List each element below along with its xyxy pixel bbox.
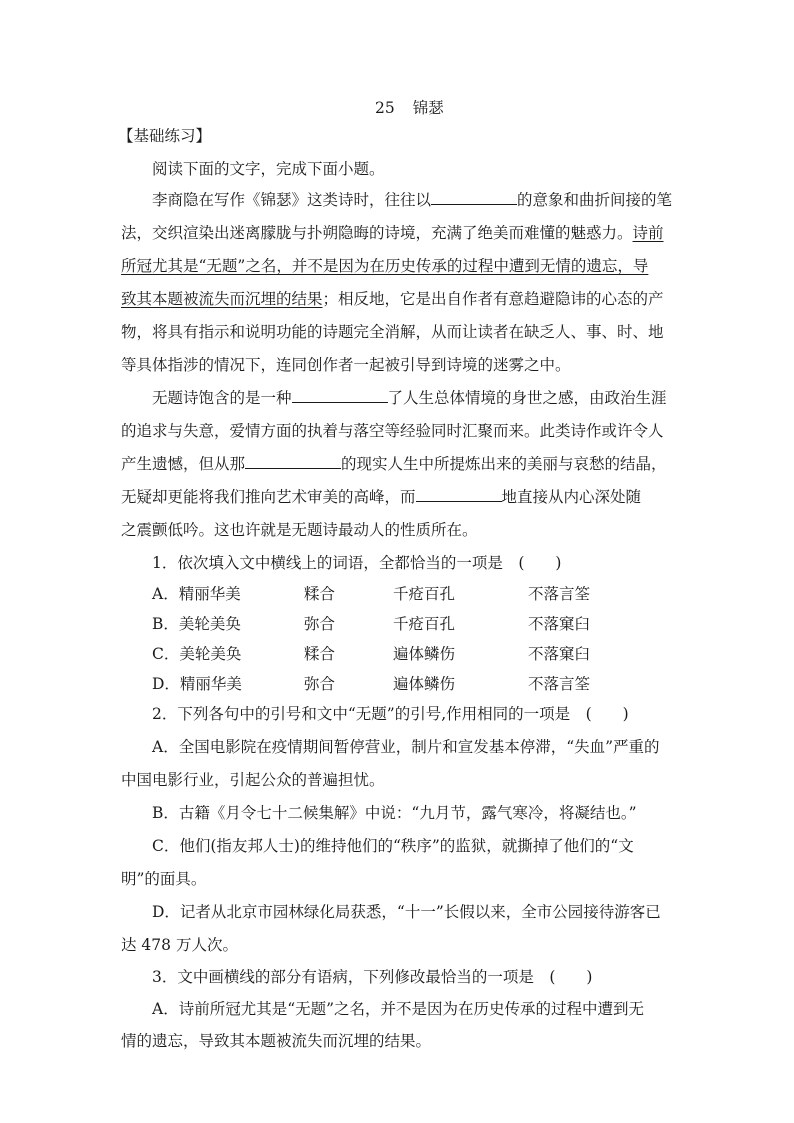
q3-option-a: A．诗前所冠尤其是“无题”之名，并不是因为在历史传承的过程中遭到无 — [152, 1000, 645, 1018]
q1-option-b-col4: 不落窠臼 — [528, 615, 591, 633]
q2-option-a: A．全国电影院在疫情期间暂停营业，制片和宣发基本停滞，“失血”严重的 — [152, 738, 660, 756]
passage-line: 李商隐在写作《锦瑟》这类诗时，往往以 的意象和曲折间接的笔 — [152, 191, 673, 209]
underlined-sentence: 致其本题被流失而沉埋的结果 — [121, 290, 323, 308]
q1-option-a-col1: A．精丽华美 — [152, 585, 241, 603]
q1-option-d-col2: 弥合 — [304, 675, 336, 693]
passage-line: 法，交织渲染出迷离朦胧与扑朔隐晦的诗境，充满了绝美而难懂的魅惑力。诗前 — [121, 224, 664, 242]
passage-line: 之震颤低吟。这也许就是无题诗最动人的性质所在。 — [121, 521, 478, 539]
q2-option-d-cont: 达 478 万人次。 — [121, 936, 238, 954]
page-title — [375, 98, 444, 118]
section-heading: 【基础练习】 — [118, 127, 212, 145]
q2-option-c: C．他们(指友邦人士)的维持他们的“秩序”的监狱，就撕掉了他们的“文 — [152, 837, 634, 855]
q1-option-b-col3: 千疮百孔 — [393, 615, 456, 633]
q2-option-c-cont: 明”的面具。 — [121, 870, 207, 888]
passage-line: 无题诗饱含的是一种 了人生总体情境的身世之感，由政治生涯 — [152, 389, 667, 407]
q1-option-c-col1: C．美轮美奂 — [152, 645, 242, 663]
q3-option-a-cont: 情的遗忘，导致其本题被流失而沉埋的结果。 — [121, 1032, 432, 1050]
q2-option-a-cont: 中国电影行业，引起公众的普遍担忧。 — [121, 771, 385, 789]
passage-line: 无疑却更能将我们推向艺术审美的高峰，而 地直接从内心深处随 — [121, 488, 642, 506]
passage-line: 物，将具有指示和说明功能的诗题完全消解，从而让读者在缺乏人、事、时、地 — [121, 323, 664, 341]
question-2-stem: 2．下列各句中的引号和文中“无题”的引号,作用相同的一项是 ( ) — [152, 705, 629, 723]
q1-option-b-col2: 弥合 — [304, 615, 336, 633]
lesson-number: 25 — [375, 99, 395, 117]
q1-option-c-col2: 糅合 — [304, 645, 336, 663]
q1-option-d-col3: 遍体鳞伤 — [393, 675, 456, 693]
passage-line: 致其本题被流失而沉埋的结果；相反地，它是出自作者有意趋避隐讳的心态的产 — [121, 290, 664, 308]
q1-option-d-col4: 不落言筌 — [528, 675, 591, 693]
blank-2 — [292, 388, 388, 403]
passage-line: 产生遗憾，但从那 的现实人生中所提炼出来的美丽与哀愁的结晶， — [121, 455, 667, 473]
q2-option-d: D．记者从北京市园林绿化局获悉，“十一”长假以来，全市公园接待游客已 — [152, 903, 661, 921]
question-1-stem: 1．依次填入文中横线上的词语，全都恰当的一项是 ( ) — [152, 554, 562, 572]
q1-option-a-col3: 千疮百孔 — [393, 585, 456, 603]
q1-option-c-col3: 遍体鳞伤 — [393, 645, 456, 663]
q1-option-a-col2: 糅合 — [304, 585, 336, 603]
underlined-sentence: 所冠尤其是“无题”之名，并不是因为在历史传承的过程中遭到无情的遗忘，导 — [121, 257, 649, 275]
q1-option-a-col4: 不落言筌 — [528, 585, 591, 603]
q2-option-b: B．古籍《月令七十二候集解》中说：“九月节，露气寒冷，将凝结也。” — [152, 804, 637, 822]
question-3-stem: 3．文中画横线的部分有语病，下列修改最恰当的一项是 ( ) — [152, 968, 593, 986]
passage-line: 的追求与失意，爱情方面的执着与落空等经验同时汇聚而来。此类诗作或许令人 — [121, 422, 664, 440]
blank-3 — [245, 454, 341, 469]
lesson-title: 锦瑟 — [412, 99, 444, 117]
q1-option-d-col1: D．精丽华美 — [152, 675, 242, 693]
q1-option-c-col4: 不落窠臼 — [528, 645, 591, 663]
blank-4 — [416, 487, 502, 502]
passage-line — [121, 256, 648, 276]
instruction: 阅读下面的文字，完成下面小题。 — [152, 160, 385, 178]
blank-1 — [431, 190, 517, 205]
q1-option-b-col1: B．美轮美奂 — [152, 615, 241, 633]
underlined-sentence: 诗前 — [632, 224, 664, 242]
passage-line: 等具体指涉的情况下，连同创作者一起被引导到诗境的迷雾之中。 — [121, 356, 571, 374]
